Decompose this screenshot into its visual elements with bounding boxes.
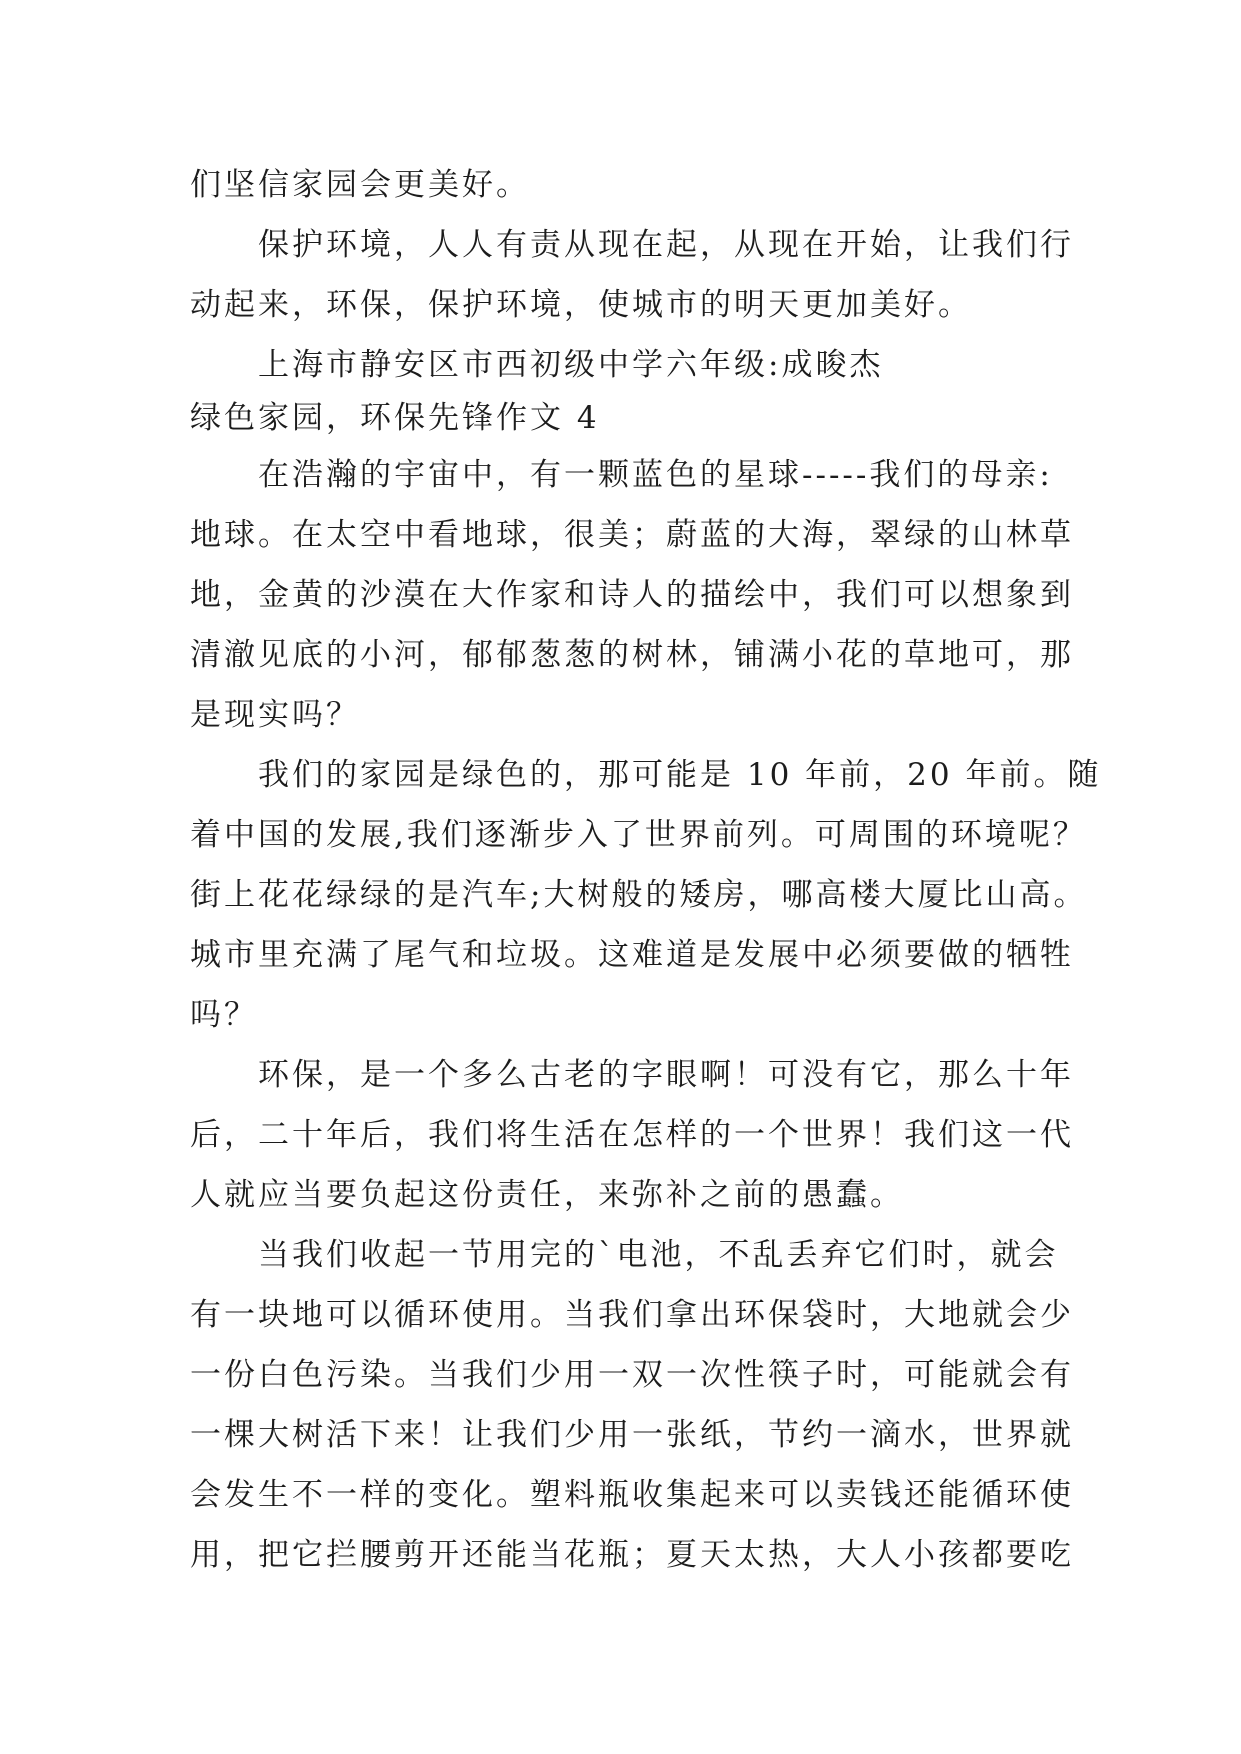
paragraph-line: 是现实吗？ (190, 697, 360, 733)
paragraph-line: 地球。在太空中看地球，很美；蔚蓝的大海，翠绿的山林草 (190, 517, 1074, 553)
author-line: 上海市静安区市西初级中学六年级:成晙杰 (258, 347, 884, 383)
paragraph-line: 动起来，环保，保护环境，使城市的明天更加美好。 (190, 287, 972, 323)
paragraph-line: 后，二十年后，我们将生活在怎样的一个世界！我们这一代 (190, 1117, 1074, 1153)
paragraph-line: 们坚信家园会更美好。 (190, 167, 530, 203)
paragraph-line: 着中国的发展,我们逐渐步入了世界前列。可周围的环境呢？ (190, 817, 1087, 853)
paragraph-line: 保护环境，人人有责从现在起，从现在开始，让我们行 (258, 227, 1074, 263)
paragraph-line: 吗？ (190, 997, 258, 1033)
paragraph-line: 当我们收起一节用完的`电池，不乱丢弃它们时，就会 (258, 1237, 1059, 1273)
paragraph-line: 城市里充满了尾气和垃圾。这难道是发展中必须要做的牺牲 (190, 937, 1074, 973)
paragraph-line: 在浩瀚的宇宙中，有一颗蓝色的星球-----我们的母亲: (258, 457, 1053, 493)
paragraph-line: 环保，是一个多么古老的字眼啊！可没有它，那么十年 (258, 1057, 1074, 1093)
paragraph-line: 会发生不一样的变化。塑料瓶收集起来可以卖钱还能循环使 (190, 1477, 1074, 1513)
paragraph-line: 一份白色污染。当我们少用一双一次性筷子时，可能就会有 (190, 1357, 1074, 1393)
paragraph-line: 街上花花绿绿的是汽车;大树般的矮房，哪高楼大厦比山高。 (190, 877, 1088, 913)
paragraph-line: 有一块地可以循环使用。当我们拿出环保袋时，大地就会少 (190, 1297, 1074, 1333)
paragraph-line: 用，把它拦腰剪开还能当花瓶；夏天太热，大人小孩都要吃 (190, 1537, 1074, 1573)
paragraph-line: 清澈见底的小河，郁郁葱葱的树林，铺满小花的草地可，那 (190, 637, 1074, 673)
paragraph-line: 人就应当要负起这份责任，来弥补之前的愚蠢。 (190, 1177, 904, 1213)
paragraph-line: 地，金黄的沙漠在大作家和诗人的描绘中，我们可以想象到 (190, 577, 1074, 613)
paragraph-line: 我们的家园是绿色的，那可能是 10 年前，20 年前。随 (258, 757, 1102, 793)
paragraph-line: 一棵大树活下来！让我们少用一张纸，节约一滴水，世界就 (190, 1417, 1074, 1453)
essay-title: 绿色家园，环保先锋作文 4 (190, 400, 600, 436)
